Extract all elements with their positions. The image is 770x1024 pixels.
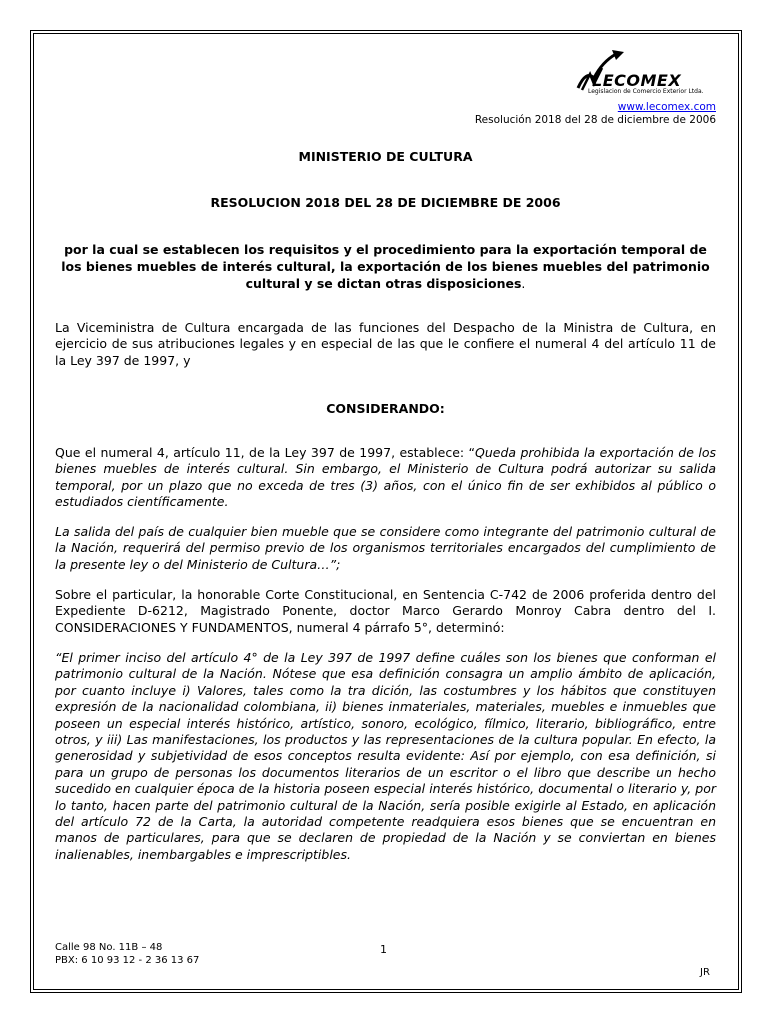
intro-paragraph: La Viceministra de Cultura encargada de las funciones del Despacho de la Ministra de Cultura, en ejercicio de sus atribuciones legales y en especial de las que le confiere el numeral 4 del artículo 11 de la Ley 397 de 1997, y [55, 320, 716, 368]
court-quote-paragraph: “El primer inciso del artículo 4° de la Ley 397 de 1997 define cuáles son los bienes que conforman el patrimonio cultural de la Nación. Nótese que esa definición consagra un amplio ámbito de aplicación, por cuanto incluye i) Valores, tales como la tra dición, las costumbres y los hábitos que constituyen expresión de la nacionalidad colombiana, ii) bienes inmateriales, materiales, muebles e inmuebles que poseen un especial interés histórico, artístico, sonoro, ecológico, fílmico, literario, bibliográfico, entre otros, y iii) Las manifestaciones, los productos y las representaciones de la cultura popular. En efecto, la generosidad y subjetividad de esos conceptos resulta evidente: Así por ejemplo, con esa definición, si para un grupo de personas los documentos literarios de un escritor o el libro que describe un hecho sucedido en cualquier época de la historia poseen especial interés histórico, documental o literario y, por lo tanto, hacen parte del patrimonio cultural de la Nación, sería posible exigirle al Estado, en aplicación del artículo 72 de la Carta, la autoridad competente readquiera esos bienes que se encuentran en manos de particulares, para que se declaren de propiedad de la Nación y se conviertan en bienes inalienables, inembargables e imprescriptibles. [55, 650, 716, 862]
lecomex-logo [572, 48, 717, 96]
resolution-title: RESOLUCION 2018 DEL 28 DE DICIEMBRE DE 2006 [210, 195, 561, 210]
ministry-heading: MINISTERIO DE CULTURA [298, 149, 473, 164]
footer-phone: PBX: 6 10 93 12 - 2 36 13 67 [55, 955, 200, 966]
logo-wordmark: LECOMEX [592, 71, 682, 90]
subject-text: por la cual se establecen los requisitos y el procedimiento para la exportación temporal de los bienes muebles de interés cultural, la exportación de los bienes muebles del patrimonio cultural y se dictan otras disposiciones [61, 242, 710, 291]
website-link[interactable]: www.lecomex.com [617, 101, 716, 113]
p1-lead: Que el numeral 4, artículo 11, de la Ley 397 de 1997, establece: “ [55, 445, 476, 460]
considerando-paragraph-3: Sobre el particular, la honorable Corte Constitucional, en Sentencia C-742 de 2006 proferida dentro del Expediente D-6212, Magistrado Ponente, doctor Marco Gerardo Monroy Cabra dentro del I. CONSIDERACIONES Y FUNDAMENTOS, numeral 4 párrafo 5°, determinó: [55, 587, 716, 635]
considerando-paragraph-2: La salida del país de cualquier bien mueble que se considere como integrante del patrimonio cultural de la Nación, requerirá del permiso previo de los organismos territoriales encargados del cumplimiento de la presente ley o del Ministerio de Cultura…”; [55, 524, 716, 572]
author-initials: JR [700, 967, 710, 978]
subject-end: . [521, 276, 526, 291]
footer-address: Calle 98 No. 11B – 48 [55, 942, 163, 953]
header-reference: Resolución 2018 del 28 de diciembre de 2006 [474, 114, 716, 126]
resolution-subject [60, 241, 711, 292]
considerando-heading: CONSIDERANDO: [326, 401, 445, 416]
considerando-paragraph-1 [55, 445, 716, 511]
p1-quote: Queda prohibida la exportación de los bienes muebles de interés cultural. Sin embargo, el Ministerio de Cultura podrá autorizar su salida temporal, por un plazo que no exceda de tres (3) años, con el único fin de ser exhibidos al público o estudiados científicamente. [55, 445, 716, 510]
page-number: 1 [380, 943, 387, 956]
logo-subtitle: Legislacion de Comercio Exterior Ltda. [588, 88, 704, 95]
